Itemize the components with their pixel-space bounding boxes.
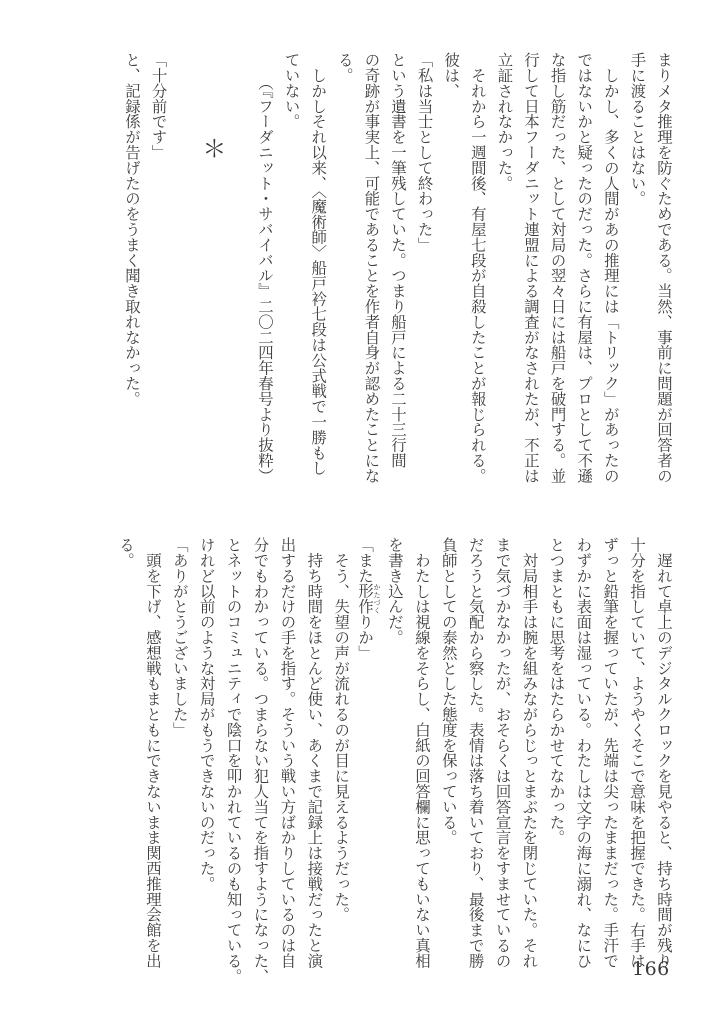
text-column: 十分を指していて、ようやくそこで意味を把握できた。右手は <box>628 537 647 969</box>
text-column: （『フーダニット・サバイバル』二〇二四年春号より抜粋） <box>256 52 274 484</box>
text-column-with-ruby <box>355 537 381 977</box>
text-column: まりメタ推理を防ぐためである。当然、事前に問題が回答者の <box>655 52 673 484</box>
text-column: 頭を下げ、感想戦もまともにできないまま関西推理会館を出 <box>143 537 162 969</box>
text-column: 対局相手は腕を組みながらじっとまぶたを閉じていた。それ <box>520 537 539 969</box>
text-column: わたしは視線をそらし、白紙の回答欄に思ってもいない真相 <box>412 537 431 969</box>
text-column: 分でもわかっている。つまらない犯人当てを指すようになった、 <box>251 537 270 984</box>
text-column: とつまともに思考をはたらかせてなかった。 <box>547 537 566 845</box>
text-column: 持ち時間をほとんど使い、あくまで記録上は接戦だったと演 <box>305 537 324 969</box>
text-segment: 「また <box>356 537 375 584</box>
text-column: な指し筋だった、として対局の翌々日には船戸を破門する。並 <box>548 52 567 484</box>
ruby-annotation <box>356 583 382 615</box>
section-break-asterisk: ＊ <box>197 136 226 160</box>
text-column: を書き込んだ。 <box>386 537 404 645</box>
text-column: 「私は当士として終わった」 <box>415 52 434 253</box>
text-column: 手に渡ることはない。 <box>628 52 647 206</box>
text-column: 遅れて卓上のデジタルクロックを見やると、持ち時間が残り <box>655 537 673 969</box>
text-column: 「十分前です」 <box>149 52 168 160</box>
text-column <box>225 52 251 492</box>
text-column: そう、失望の声が流れるのが目に見えるようだった。 <box>332 537 351 922</box>
ruby-base: 形作 <box>356 583 375 615</box>
text-column: 出するだけの手を指す。そういう戦い方ばかりしているのは自 <box>278 537 297 969</box>
text-column: ずっと鉛筆を握っていたが、先端は尖ったままだった。手汗で <box>601 537 620 969</box>
ruby-reading: かたづく <box>373 583 382 614</box>
text-column: だろうと気配から察した。表情は落ち着いており、最後まで勝 <box>466 537 485 969</box>
text-column: ていない。 <box>282 52 301 129</box>
text-column: まで気づかなかったが、おそらくは回答宣言をすませているの <box>493 537 512 969</box>
text-column: の奇跡が事実上、可能であることを作者自身が認めたことにな <box>362 52 381 484</box>
text-column: 彼は、 <box>442 52 461 99</box>
text-column: 負師としての泰然とした態度を保っている。 <box>439 537 458 845</box>
text-column: しかしそれ以来、〈魔術師〉船戸衿七段は公式戦で一勝もし <box>309 52 328 476</box>
text-column: それから一週間後、有屋七段が自殺したことが報じられる。 <box>468 52 487 484</box>
text-column: とネットのコミュニティで陰口を叩かれているのも知っている。 <box>224 537 243 984</box>
text-column: という遺書を一筆残していた。つまり船戸による二十三行間 <box>389 52 407 468</box>
text-column: ではないかと疑ったのだった。さらに有屋は、プロとして不遜 <box>575 52 594 484</box>
text-segment: りか」 <box>356 614 375 661</box>
text-column: と、記録係が告げたのをうまく聞き取れなかった。 <box>123 52 141 407</box>
text-column: る。 <box>117 537 135 568</box>
text-column: けれど以前のような対局がもうできないのだった。 <box>197 537 216 892</box>
text-column <box>172 52 198 492</box>
text-column: しかし、多くの人間があの推理には「トリック」があったの <box>601 52 620 484</box>
text-column: る。 <box>335 52 354 83</box>
text-column: 立証されなかった。 <box>495 52 514 191</box>
top-text-block <box>117 52 677 492</box>
bottom-text-block <box>117 537 677 984</box>
text-column: わずかに表面は湿っている。わたしは文字の海に溺れ、なにひ <box>574 537 593 969</box>
text-column: 行して日本フーダニット連盟による調査がなされたが、不正は <box>522 52 540 484</box>
page-number: 166 <box>632 958 670 980</box>
text-column: 「ありがとうございました」 <box>170 537 189 738</box>
